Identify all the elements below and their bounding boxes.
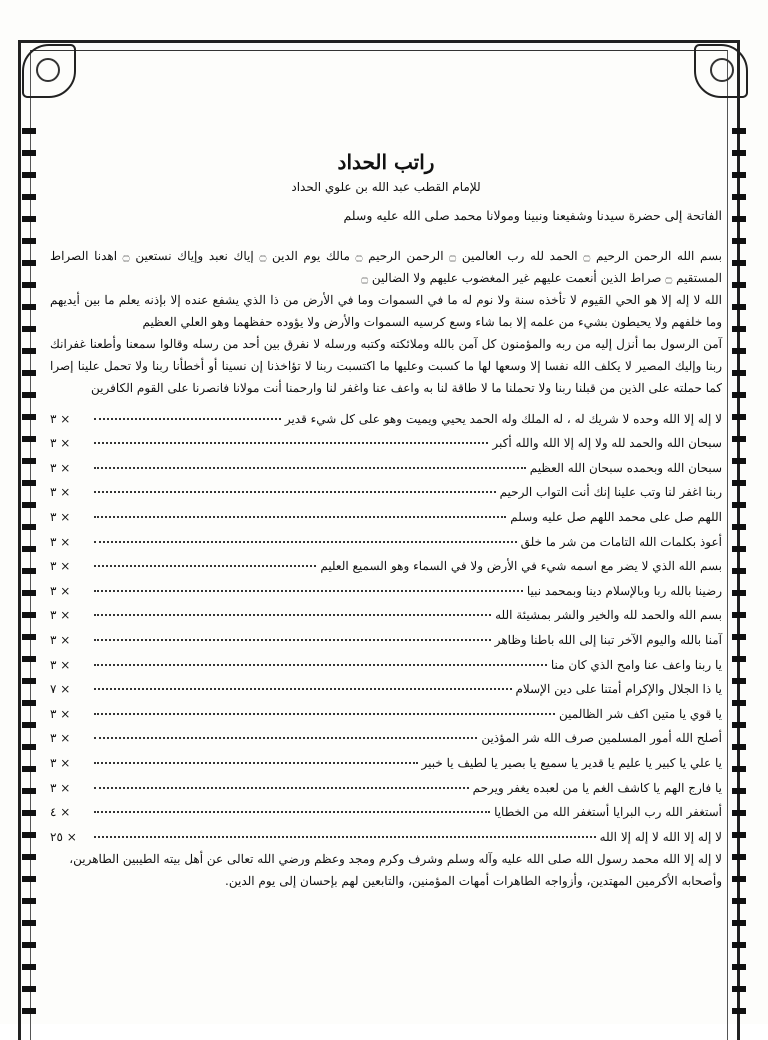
dotted-leader — [94, 664, 547, 666]
dhikr-row — [50, 475, 722, 500]
dhikr-row — [50, 549, 722, 574]
dhikr-row — [50, 499, 722, 524]
diamond-border-icon — [732, 120, 746, 1020]
dotted-leader — [94, 418, 281, 420]
repetition-count: ٣ × — [50, 436, 71, 451]
dhikr-text: أعوذ بكلمات الله التامات من شر ما خلق — [520, 534, 722, 549]
dhikr-text: سبحان الله والحمد لله ولا إله إلا الله والله أكبر — [492, 436, 722, 451]
dhikr-text: بسم الله الذي لا يضر مع اسمه شيء في الأرض ولا في السماء وهو السميع العليم — [320, 559, 722, 574]
corner-ornament-icon — [694, 44, 748, 98]
dhikr-row — [50, 573, 722, 598]
dotted-leader — [94, 442, 488, 444]
dhikr-text: لا إله إلا الله وحده لا شريك له ، له الملك وله الحمد يحيي ويميت وهو على كل شيء قدير — [284, 411, 722, 426]
repetition-count: ٤ × — [50, 805, 71, 820]
dotted-leader — [94, 836, 596, 838]
dhikr-text: أصلح الله أمور المسلمين صرف الله شر المؤذين — [481, 731, 722, 746]
dotted-leader — [94, 737, 477, 739]
dotted-leader — [94, 713, 555, 715]
dhikr-row — [50, 696, 722, 721]
dotted-leader — [94, 614, 491, 616]
dhikr-text: يا ذا الجلال والإكرام أمتنا على دين الإسلام — [515, 682, 722, 697]
dhikr-row — [50, 672, 722, 697]
repetition-count: ٣ × — [50, 583, 71, 598]
dhikr-row — [50, 598, 722, 623]
corner-ornament-icon — [22, 44, 76, 98]
dhikr-text: آمنا بالله واليوم الآخر تبنا إلى الله باطنا وظاهر — [494, 632, 722, 647]
dotted-leader — [94, 639, 491, 641]
dhikr-row — [50, 426, 722, 451]
dotted-leader — [94, 516, 506, 518]
repetition-count: ٣ × — [50, 509, 71, 524]
dhikr-row — [50, 401, 722, 426]
page-subtitle: للإمام القطب عبد الله بن علوي الحداد — [291, 180, 481, 194]
dhikr-text: أستغفر الله رب البرايا أستغفر الله من الخطايا — [494, 805, 722, 820]
dhikr-row — [50, 745, 722, 770]
dotted-leader — [94, 688, 512, 690]
dhikr-row — [50, 524, 722, 549]
dhikr-text: يا قوي يا متين اكف شر الظالمين — [559, 706, 722, 721]
dhikr-text: يا فارج الهم يا كاشف الغم يا من لعبده يغفر ويرحم — [472, 780, 722, 795]
dhikr-text: بسم الله والحمد لله والخير والشر بمشيئة الله — [495, 608, 722, 623]
repetition-count: ٣ × — [50, 780, 71, 795]
repetition-count: ٣ × — [50, 755, 71, 770]
dhikr-row — [50, 819, 722, 844]
repetition-count: ٧ × — [50, 682, 71, 697]
repetition-count: ٣ × — [50, 706, 71, 721]
repetition-count: ٣ × — [50, 411, 71, 426]
repetition-count: ٣ × — [50, 485, 71, 500]
repetition-count: ٣ × — [50, 534, 71, 549]
dotted-leader — [94, 811, 490, 813]
dotted-leader — [94, 467, 526, 469]
repetition-count: ٣ × — [50, 731, 71, 746]
dhikr-text: رضينا بالله ربا وبالإسلام دينا وبمحمد نبيا — [526, 583, 722, 598]
dotted-leader — [94, 787, 469, 789]
dotted-leader — [94, 541, 517, 543]
dhikr-text: يا ربنا واعف عنا وامح الذي كان منا — [550, 657, 722, 672]
dhikr-row — [50, 647, 722, 672]
dhikr-text: يا علي يا كبير يا عليم يا قدير يا سميع يا بصير يا لطيف يا خبير — [421, 755, 722, 770]
repetition-count: ٣ × — [50, 460, 71, 475]
closing-paragraph: لا إله إلا الله محمد رسول الله صلى الله عليه وآله وسلم وشرف وكرم ومجد وعظم ورضي الله تعالى عن أهل بيته الطيبين الطاهرين، وأصحابه الأكرمين المهتدين، وأزواجه الطاهرات أمهات المؤمنين، والتابعين لهم بإحسان إلى يوم الدين. — [69, 851, 722, 888]
dhikr-text: اللهم صل على محمد اللهم صل عليه وسلم — [510, 509, 722, 524]
dhikr-row — [50, 622, 722, 647]
document-content — [50, 140, 722, 1020]
dhikr-text: سبحان الله وبحمده سبحان الله العظيم — [529, 460, 722, 475]
dhikr-row — [50, 450, 722, 475]
repetition-count: ٣ × — [50, 632, 71, 647]
paragraph-fatiha: بسم الله الرحمن الرحيم ۝ الحمد لله رب العالمين ۝ الرحمن الرحيم ۝ مالك يوم الدين ۝ إياك نعبد وإياك نستعين ۝ اهدنا الصراط المستقيم ۝ صراط الذين أنعمت عليهم غير المغضوب عليهم ولا الضالين ۝ — [50, 249, 722, 285]
dhikr-text: ربنا اغفر لنا وتب علينا إنك أنت التواب الرحيم — [499, 485, 722, 500]
dhikr-text: لا إله إلا الله لا إله إلا الله — [599, 829, 722, 844]
dhikr-row — [50, 795, 722, 820]
repetition-count: ٢٥ × — [50, 829, 77, 844]
paragraph-amana-rasul: آمن الرسول بما أنزل إليه من ربه والمؤمنون كل آمن بالله وملائكته وكتبه ورسله لا نفرق بين أحد من رسله وقالوا سمعنا وأطعنا غفرانك ربنا وإليك المصير لا يكلف الله نفسا إلا وسعها لها ما كسبت وعليها ما اكتسبت ربنا لا تؤاخذنا إن نسينا أو أخطأنا ربنا ولا تحمل علينا إصرا كما حملته على الذين من قبلنا ربنا ولا تحملنا ما لا طاقة لنا به واعف عنا واغفر لنا وارحمنا أنت مولانا فانصرنا على القوم الكافرين — [50, 337, 722, 395]
paragraph-ayat-kursi: الله لا إله إلا هو الحي القيوم لا تأخذه سنة ولا نوم له ما في السموات وما في الأرض من ذا الذي يشفع عنده إلا بإذنه يعلم ما بين أيديهم وما خلفهم ولا يحيطون بشيء من علمه إلا بما شاء وسع كرسيه السموات والأرض ولا يؤوده حفظهما وهو العلي العظيم — [50, 293, 722, 329]
fatiha-intro: الفاتحة إلى حضرة سيدنا وشفيعنا ونبينا ومولانا محمد صلى الله عليه وسلم — [343, 208, 722, 223]
page-title: راتب الحداد — [337, 150, 435, 174]
diamond-border-icon — [22, 120, 36, 1020]
dhikr-row — [50, 770, 722, 795]
repetition-count: ٣ × — [50, 608, 71, 623]
dotted-leader — [94, 590, 523, 592]
dotted-leader — [94, 491, 496, 493]
dhikr-row — [50, 721, 722, 746]
dotted-leader — [94, 762, 418, 764]
repetition-count: ٣ × — [50, 657, 71, 672]
dhikr-list — [50, 401, 722, 844]
dotted-leader — [94, 565, 316, 567]
repetition-count: ٣ × — [50, 559, 71, 574]
